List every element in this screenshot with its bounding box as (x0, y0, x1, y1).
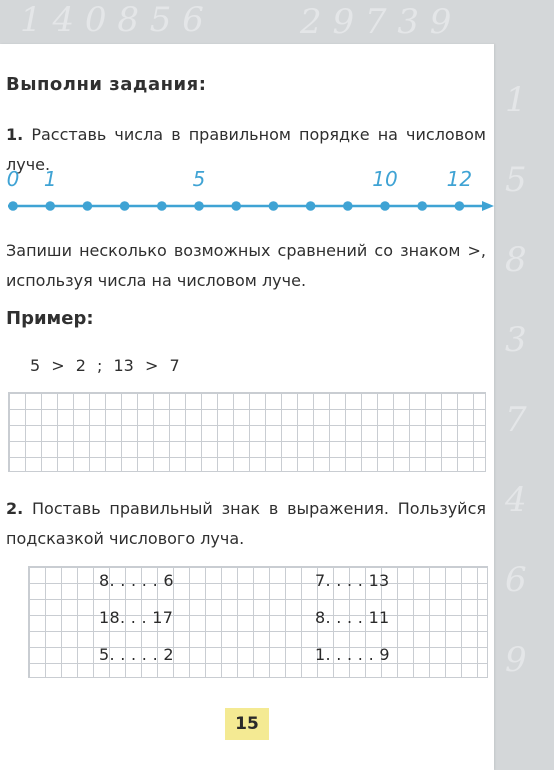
expression-right-1[interactable]: 7. . . . 13 (315, 571, 390, 590)
number-line-label: 10 (372, 168, 398, 191)
number-line-label: 5 (192, 168, 206, 191)
number-line-point (306, 201, 316, 211)
number-line-point (269, 201, 279, 211)
task-1-prompt: Запиши несколько возможных сравнений со знаком >, используя числа на числовом луче. (6, 241, 486, 290)
number-line-point (417, 201, 427, 211)
expression-left-3[interactable]: 5. . . . . 2 (99, 645, 174, 664)
workbook-page (0, 44, 494, 770)
number-line-point (157, 201, 167, 211)
task-2-number: 2. (6, 499, 24, 518)
page-number: 15 (225, 708, 269, 740)
expression-right-2[interactable]: 8. . . . 11 (315, 608, 390, 627)
page-heading: Выполни задания: (6, 74, 207, 95)
expression-right-3[interactable]: 1. . . . . 9 (315, 645, 390, 664)
number-line-point (45, 201, 55, 211)
number-line-label: 1 (43, 168, 57, 191)
task-2-text (6, 494, 486, 554)
expressions-grid (28, 566, 488, 678)
expression-left-2[interactable]: 18. . . 17 (99, 608, 174, 627)
number-line (0, 168, 494, 228)
number-line-arrowhead (482, 201, 494, 211)
answer-grid[interactable] (8, 392, 486, 472)
task-2-instruction: Поставь правильный знак в выражения. Пользуйся подсказкой числового луча. (6, 499, 486, 548)
number-line-point (455, 201, 465, 211)
number-line-point (380, 201, 390, 211)
number-line-point (343, 201, 353, 211)
number-line-label: 0 (6, 168, 20, 191)
number-line-point (83, 201, 93, 211)
number-line-point (120, 201, 130, 211)
number-line-point (8, 201, 18, 211)
example-comparison: 5 > 2 ; 13 > 7 (30, 356, 180, 375)
number-line-point (194, 201, 204, 211)
task-1-instruction: Расставь числа в правильном порядке на числовом луче. (6, 125, 487, 174)
number-line-point (231, 201, 241, 211)
example-title: Пример: (6, 308, 94, 329)
task-1-number: 1. (6, 125, 24, 144)
number-line-label: 12 (446, 168, 473, 191)
expression-left-1[interactable]: 8. . . . . 6 (99, 571, 174, 590)
background-digits-pattern: 1 4 0 8 5 6 2 9 7 3 9 1 5 8 3 7 4 6 9 (20, 0, 527, 680)
